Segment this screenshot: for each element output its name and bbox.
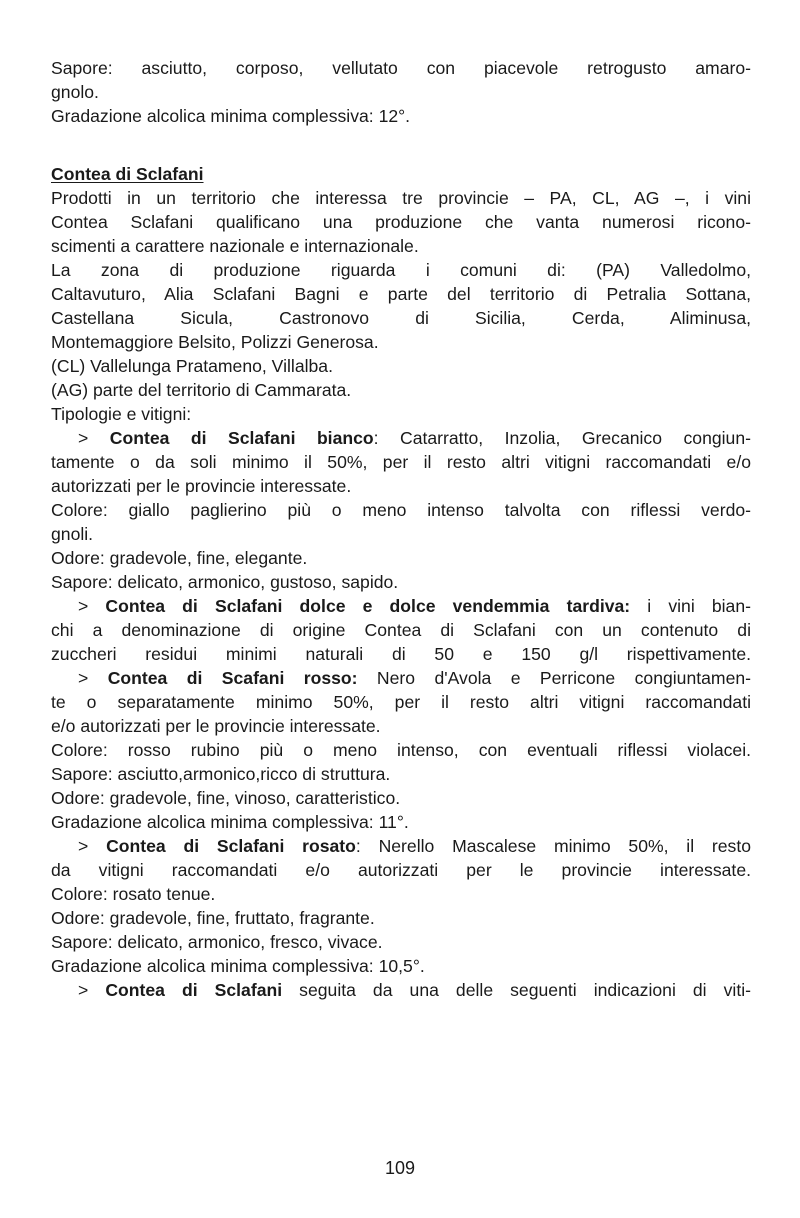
entry-title: Contea di Sclafani — [105, 980, 283, 1000]
line-text: : Catarratto, Inzolia, Grecanico congiun- — [373, 428, 751, 448]
text-line — [51, 642, 751, 666]
text-line — [51, 930, 751, 954]
line-text: Odore: gradevole, fine, fruttato, fragrante. — [51, 908, 375, 928]
line-text: e/o autorizzati per le provincie interessate. — [51, 716, 381, 736]
bullet-marker: > — [78, 980, 106, 1000]
entry-title: Contea di Scafani rosso: — [107, 668, 358, 688]
line-text: Contea di Sclafani — [51, 164, 204, 184]
text-line — [51, 104, 751, 128]
line-text: Nero d'Avola e Perricone congiuntamen- — [357, 668, 751, 688]
entry-title: Contea di Sclafani dolce e dolce vendemmia tardiva: — [105, 596, 631, 616]
line-text: Tipologie e vitigni: — [51, 404, 192, 424]
line-text: zuccheri residui minimi naturali di 50 e 150 g/l rispettivamente. — [51, 644, 751, 664]
entry-line — [51, 834, 751, 858]
line-text: Sapore: delicato, armonico, gustoso, sapido. — [51, 572, 399, 592]
entry-title: Contea di Sclafani bianco — [109, 428, 374, 448]
line-text: da vitigni raccomandati e/o autorizzati per le provincie interessate. — [51, 860, 751, 880]
line-text: : Nerello Mascalese minimo 50%, il resto — [355, 836, 751, 856]
line-text: Colore: giallo paglierino più o meno intenso talvolta con riflessi verdo- — [51, 500, 751, 520]
text-line — [51, 56, 751, 80]
entry-line — [51, 426, 751, 450]
text-line — [51, 522, 751, 546]
line-text: Caltavuturo, Alia Sclafani Bagni e parte del territorio di Petralia Sottana, — [51, 284, 751, 304]
line-text: La zona di produzione riguarda i comuni di: (PA) Valledolmo, — [51, 260, 751, 280]
text-line — [51, 738, 751, 762]
text-line — [51, 378, 751, 402]
text-line — [51, 450, 751, 474]
line-text: Montemaggiore Belsito, Polizzi Generosa. — [51, 332, 379, 352]
line-text: Castellana Sicula, Castronovo di Sicilia, Cerda, Aliminusa, — [51, 308, 751, 328]
line-text: Prodotti in un territorio che interessa tre provincie – PA, CL, AG –, i vini — [51, 188, 751, 208]
page-number: 109 — [384, 1158, 416, 1178]
line-text: Gradazione alcolica minima complessiva: 11°. — [51, 812, 409, 832]
bullet-marker: > — [78, 596, 106, 616]
text-line — [51, 690, 751, 714]
text-line — [51, 306, 751, 330]
line-text: gnolo. — [51, 82, 99, 102]
line-text: Odore: gradevole, fine, vinoso, caratteristico. — [51, 788, 401, 808]
text-line — [51, 474, 751, 498]
text-line — [51, 498, 751, 522]
entry-line — [51, 666, 751, 690]
text-line — [51, 258, 751, 282]
text-line — [51, 80, 751, 104]
bullet-marker: > — [78, 668, 108, 688]
bullet-marker: > — [78, 836, 107, 856]
line-text: Sapore: asciutto,armonico,ricco di struttura. — [51, 764, 391, 784]
text-line — [51, 546, 751, 570]
paragraph-gap — [51, 128, 751, 162]
line-text: gnoli. — [51, 524, 94, 544]
text-line — [51, 858, 751, 882]
text-line — [51, 330, 751, 354]
text-line — [51, 186, 751, 210]
text-line — [51, 354, 751, 378]
line-text: Sapore: asciutto, corposo, vellutato con piacevole retrogusto amaro- — [51, 58, 751, 78]
line-text: Contea Sclafani qualificano una produzione che vanta numerosi ricono- — [51, 212, 751, 232]
text-line — [51, 762, 751, 786]
text-line — [51, 234, 751, 258]
text-line — [51, 570, 751, 594]
text-line — [51, 282, 751, 306]
line-text: seguita da una delle seguenti indicazioni di viti- — [282, 980, 751, 1000]
text-line — [51, 210, 751, 234]
bullet-marker: > — [78, 428, 110, 448]
entry-line — [51, 594, 751, 618]
line-text: Colore: rosso rubino più o meno intenso, con eventuali riflessi violacei. — [51, 740, 751, 760]
entry-line — [51, 978, 751, 1002]
text-line — [51, 810, 751, 834]
text-line — [51, 882, 751, 906]
line-text: Sapore: delicato, armonico, fresco, vivace. — [51, 932, 383, 952]
line-text: (CL) Vallelunga Pratameno, Villalba. — [51, 356, 333, 376]
line-text: scimenti a carattere nazionale e internazionale. — [51, 236, 419, 256]
line-text: chi a denominazione di origine Contea di Sclafani con un contenuto di — [51, 620, 751, 640]
text-line — [51, 786, 751, 810]
line-text: te o separatamente minimo 50%, per il resto altri vitigni raccomandati — [51, 692, 751, 712]
line-text: Gradazione alcolica minima complessiva: 12°. — [51, 106, 411, 126]
entry-title: Contea di Sclafani rosato — [106, 836, 356, 856]
line-text: (AG) parte del territorio di Cammarata. — [51, 380, 352, 400]
line-text: Gradazione alcolica minima complessiva: 10,5°. — [51, 956, 425, 976]
line-text: i vini bian- — [630, 596, 751, 616]
line-text: autorizzati per le provincie interessate. — [51, 476, 352, 496]
line-text: tamente o da soli minimo il 50%, per il resto altri vitigni raccomandati e/o — [51, 452, 751, 472]
section-heading — [51, 162, 751, 186]
page-body — [51, 56, 751, 1002]
text-line — [51, 402, 751, 426]
line-text: Colore: rosato tenue. — [51, 884, 216, 904]
line-text: Odore: gradevole, fine, elegante. — [51, 548, 308, 568]
text-line — [51, 906, 751, 930]
text-line — [51, 714, 751, 738]
text-line — [51, 954, 751, 978]
text-line — [51, 618, 751, 642]
